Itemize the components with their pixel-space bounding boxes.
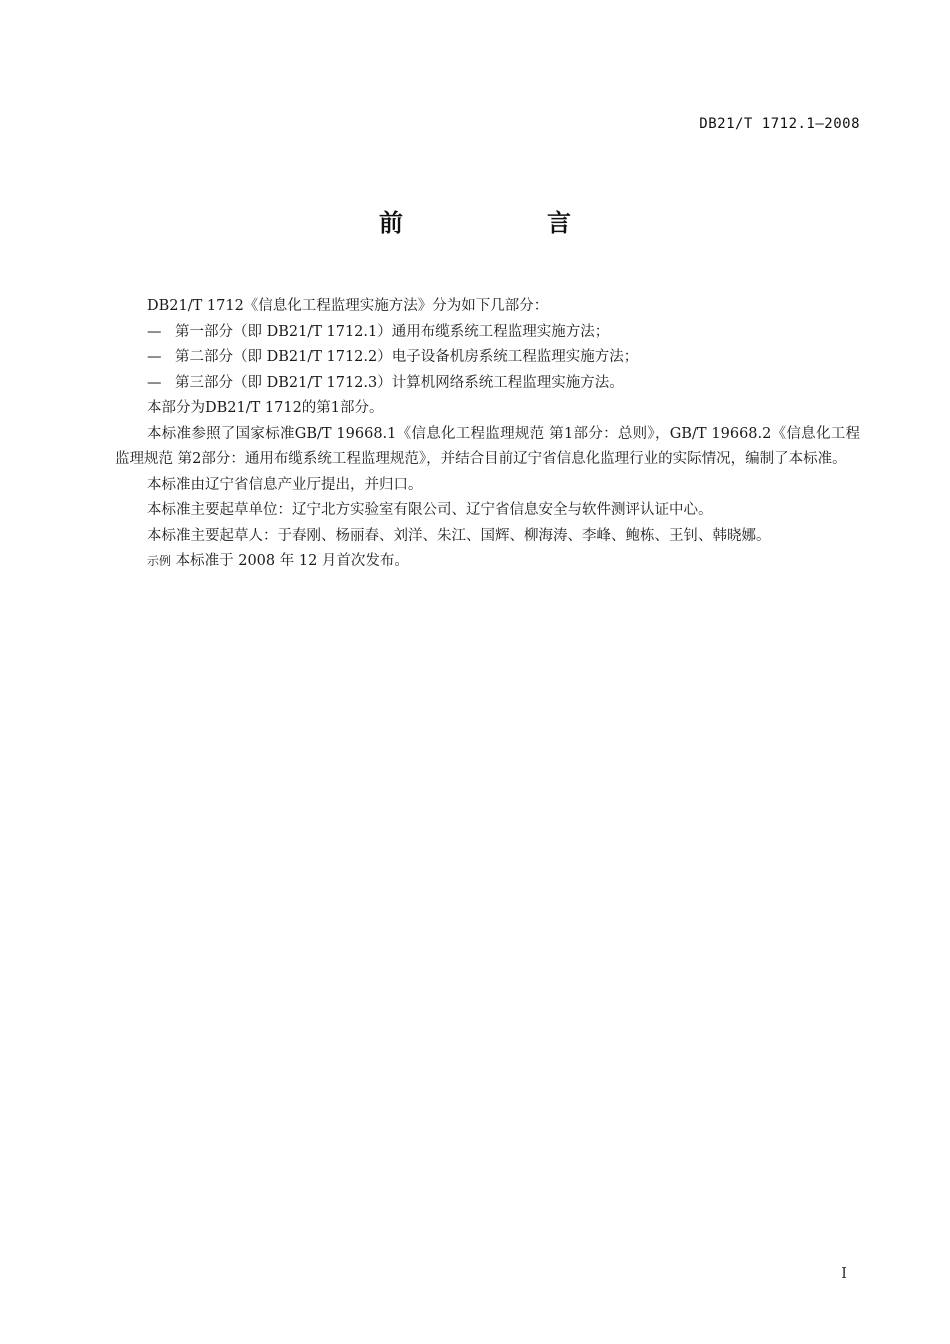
proposed-by-paragraph: 本标准由辽宁省信息产业厅提出，并归口。 [147, 476, 423, 493]
this-part-paragraph: 本部分为DB21/T 1712的第1部分。 [147, 400, 384, 416]
drafting-units-paragraph: 本标准主要起草单位：辽宁北方实验室有限公司、辽宁省信息安全与软件测评认证中心。 [147, 502, 713, 518]
page-title: 前 言 [379, 209, 631, 237]
list-item [115, 345, 860, 371]
document-code: DB21/T 1712.1—2008 [699, 116, 860, 132]
intro-paragraph: DB21/T 1712《信息化工程监理实施方法》分为如下几部分： [147, 298, 549, 314]
release-paragraph [115, 549, 860, 575]
dash-marker: — [147, 374, 162, 391]
list-item-text: 第二部分（即 DB21/T 1712.2）电子设备机房系统工程监理实施方法； [175, 349, 639, 365]
dash-marker: — [147, 323, 162, 340]
foreword-body [115, 294, 860, 575]
example-label: 示例 [147, 554, 172, 568]
page-number: I [841, 1264, 847, 1282]
list-item [115, 320, 860, 346]
dash-marker: — [147, 349, 162, 365]
reference-paragraph: 本标准参照了国家标准GB/T 19668.1《信息化工程监理规范 第1部分：总则》，GB/T 19668.2《信息化工程监理规范 第2部分：通用布缆系统工程监理规范》，并结合目前辽宁省信息化监理行业的实际情况，编制了本标准。 [115, 425, 860, 467]
release-text: 本标准于 2008 年 12 月首次发布。 [175, 553, 409, 569]
list-item-text: 第三部分（即 DB21/T 1712.3）计算机网络系统工程监理实施方法。 [175, 374, 624, 391]
drafters-paragraph: 本标准主要起草人：于春刚、杨丽春、刘洋、朱江、国辉、柳海涛、李峰、鲍栋、王钊、韩晓娜。 [147, 527, 771, 544]
list-item [115, 371, 860, 397]
list-item-text: 第一部分（即 DB21/T 1712.1）通用布缆系统工程监理实施方法； [175, 323, 610, 340]
